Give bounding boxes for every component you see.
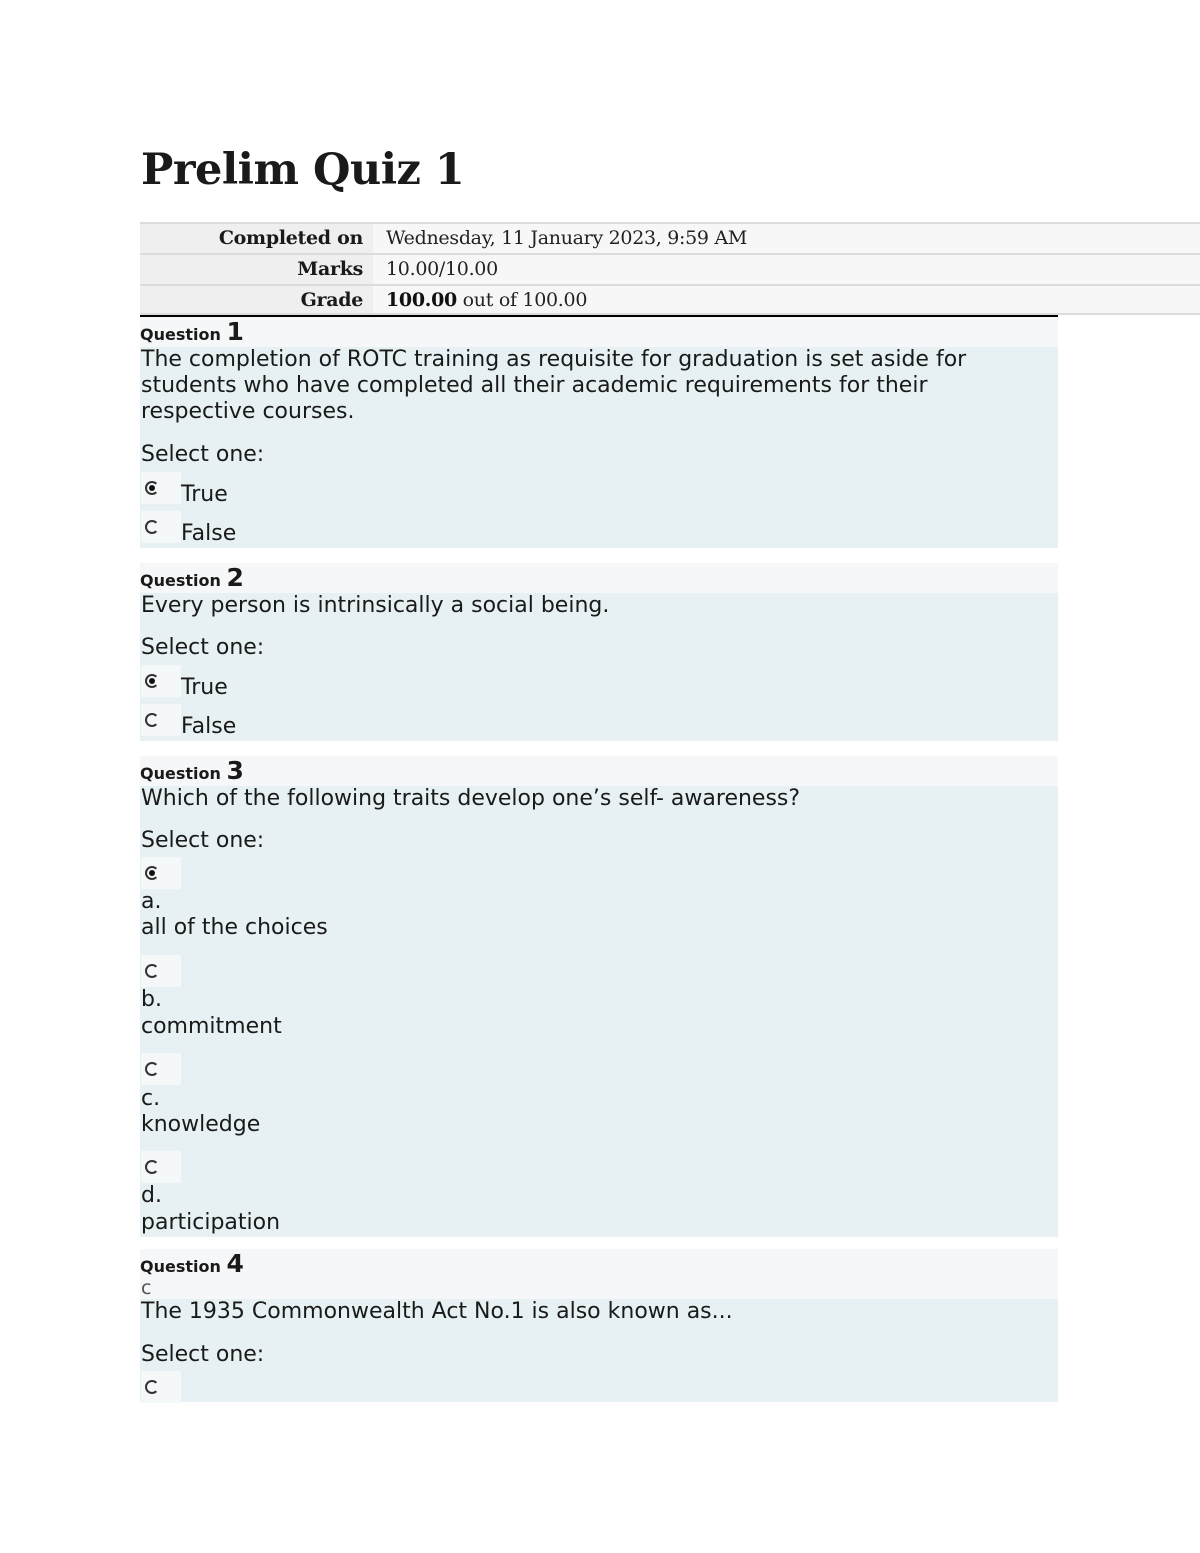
summary-row-marks (140, 253, 1200, 284)
radio-unchecked-icon[interactable] (145, 713, 159, 727)
radio-checked-icon[interactable] (145, 674, 159, 688)
question-2-text: Every person is intrinsically a social being. (141, 593, 610, 618)
grade-out-of: out of 100.00 (462, 289, 588, 311)
radio-unchecked-icon[interactable] (145, 1062, 159, 1076)
option-c-label[interactable]: knowledge (141, 1112, 261, 1137)
option-c-radio-container[interactable] (141, 1053, 181, 1085)
option-true-label[interactable]: True (181, 675, 228, 700)
radio-unchecked-icon[interactable] (145, 1380, 159, 1394)
question-4-body (140, 1299, 1058, 1402)
select-one-label: Select one: (141, 635, 265, 660)
question-label: Question (140, 764, 221, 783)
option-b-label[interactable]: commitment (141, 1014, 282, 1039)
option-false-label[interactable]: False (181, 714, 237, 739)
question-number: 2 (226, 563, 244, 592)
grade-label: Grade (140, 286, 373, 313)
grade-value (373, 286, 1200, 313)
grade-score: 100.00 (386, 289, 457, 311)
question-1-body (140, 347, 1058, 548)
radio-unchecked-icon[interactable] (145, 1160, 159, 1174)
question-number: 4 (226, 1249, 244, 1278)
option-false-radio-container[interactable] (141, 511, 181, 543)
question-state: c (141, 1277, 152, 1299)
summary-row-completed (140, 222, 1200, 253)
marks-label: Marks (140, 255, 373, 284)
option-false-radio-container[interactable] (141, 704, 181, 736)
radio-unchecked-icon[interactable] (145, 520, 159, 534)
question-3-text: Which of the following traits develop one’s self- awareness? (141, 786, 801, 811)
question-4-header (140, 1249, 1058, 1299)
option-a-radio-container[interactable] (141, 857, 181, 889)
option-d-label[interactable]: participation (141, 1210, 281, 1235)
option-c-letter: c. (141, 1086, 161, 1111)
option-d-radio-container[interactable] (141, 1151, 181, 1183)
question-label: Question (140, 325, 221, 344)
question-1-header (140, 317, 1058, 347)
option-radio-container[interactable] (141, 1371, 181, 1403)
option-d-letter: d. (141, 1183, 162, 1208)
radio-checked-icon[interactable] (145, 866, 159, 880)
option-true-radio-container[interactable] (141, 665, 181, 697)
quiz-summary-table (140, 222, 1200, 315)
radio-unchecked-icon[interactable] (145, 964, 159, 978)
marks-value: 10.00/10.00 (373, 255, 1200, 284)
option-false-label[interactable]: False (181, 521, 237, 546)
question-4-text: The 1935 Commonwealth Act No.1 is also known as... (141, 1299, 733, 1324)
completed-on-value: Wednesday, 11 January 2023, 9:59 AM (373, 224, 1200, 253)
question-text-line: students who have completed all their academic requirements for their (141, 373, 928, 398)
option-a-letter: a. (141, 889, 162, 914)
question-label: Question (140, 571, 221, 590)
option-true-label[interactable]: True (181, 482, 228, 507)
question-1-text (141, 347, 966, 425)
question-text-line: respective courses. (141, 399, 355, 424)
question-number: 3 (226, 756, 244, 785)
question-3-body (140, 786, 1058, 1237)
question-2-header (140, 563, 1058, 593)
page-title: Prelim Quiz 1 (141, 145, 465, 195)
summary-row-grade (140, 284, 1200, 315)
completed-on-label: Completed on (140, 224, 373, 253)
question-number: 1 (226, 317, 244, 346)
option-a-label[interactable]: all of the choices (141, 915, 328, 940)
option-true-radio-container[interactable] (141, 472, 181, 504)
radio-checked-icon[interactable] (145, 481, 159, 495)
question-label: Question (140, 1257, 221, 1276)
question-text-line: The completion of ROTC training as requisite for graduation is set aside for (141, 347, 967, 372)
option-b-radio-container[interactable] (141, 955, 181, 987)
question-3-header (140, 756, 1058, 786)
select-one-label: Select one: (141, 828, 265, 853)
select-one-label: Select one: (141, 442, 265, 467)
option-b-letter: b. (141, 987, 162, 1012)
select-one-label: Select one: (141, 1342, 265, 1367)
question-2-body (140, 593, 1058, 741)
